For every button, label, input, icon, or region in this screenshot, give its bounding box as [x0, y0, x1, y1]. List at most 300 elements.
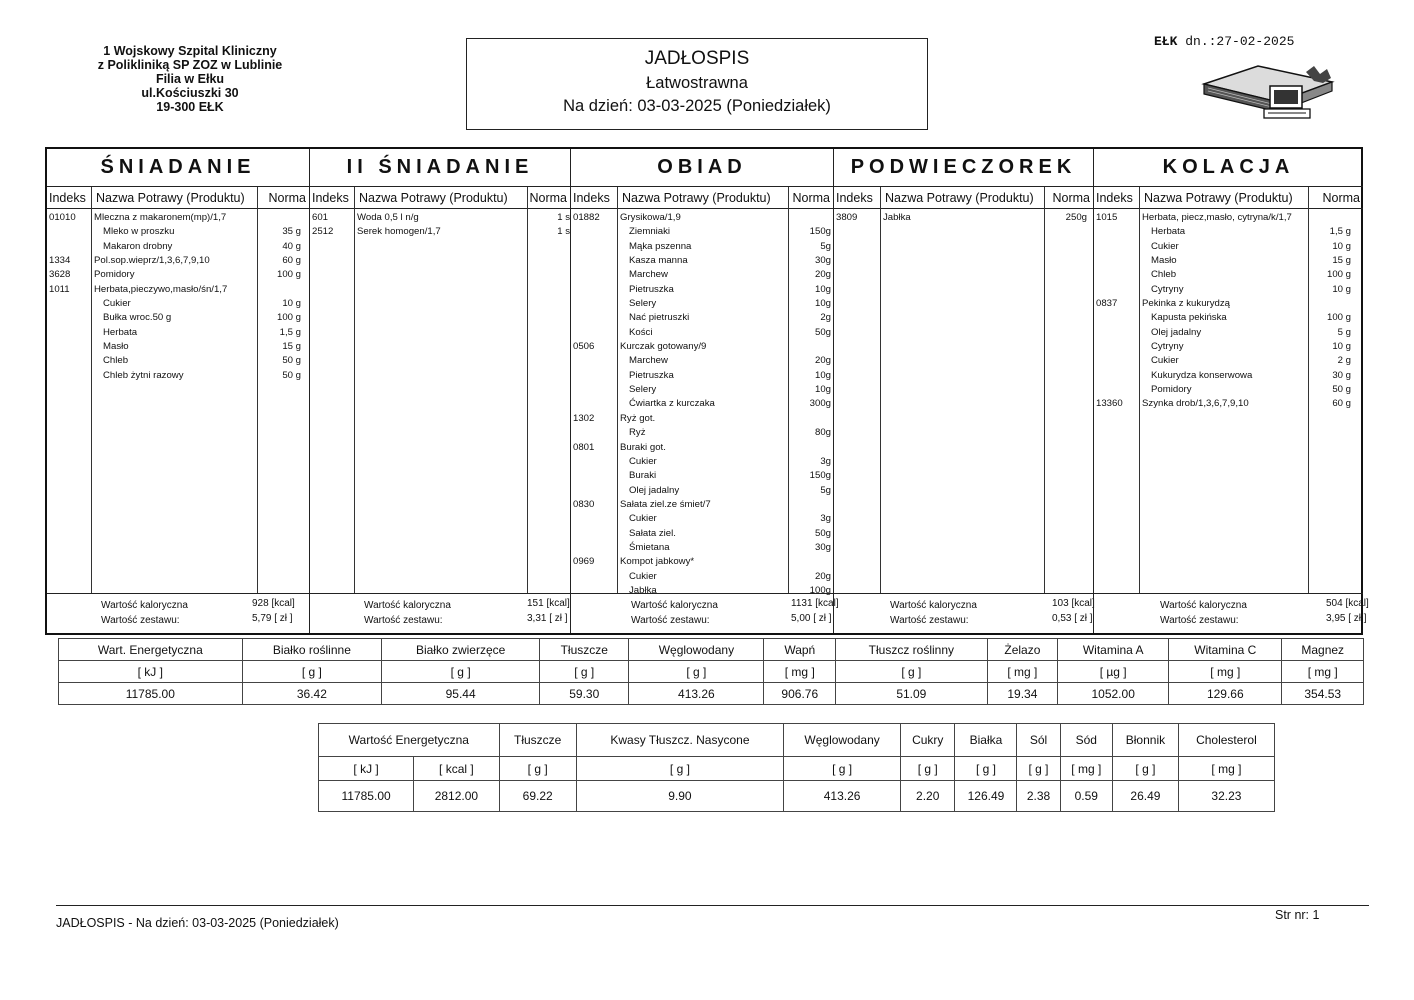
- summary-header: Węglowodany: [784, 724, 901, 757]
- nutrient-value: 59.30: [540, 683, 629, 705]
- summary-value: 32.23: [1178, 781, 1274, 812]
- product-row: [47, 211, 309, 225]
- index-divider: [354, 187, 355, 593]
- product-norm: 20g: [814, 269, 831, 281]
- product-norm: 15 g: [282, 341, 301, 353]
- product-index: 0506: [573, 341, 595, 353]
- product-row: [47, 297, 309, 311]
- product-name: Marchew: [629, 355, 668, 367]
- meal-column-afternoon-snack: [833, 149, 1093, 633]
- nutrition-summary-table: [318, 723, 1275, 812]
- name-header: Nazwa Potrawy (Produktu): [359, 191, 508, 205]
- product-norm: 60 g: [282, 255, 301, 267]
- calorie-value: 928 [kcal]: [252, 598, 295, 609]
- product-name: Jabłka: [629, 584, 657, 596]
- product-list: [310, 211, 570, 240]
- nutrient-header: Żelazo: [987, 639, 1058, 661]
- hospital-line: z Polikliniką SP ZOZ w Lublinie: [97, 58, 283, 72]
- product-name: Mąka pszenna: [629, 240, 692, 252]
- product-row: [571, 541, 833, 555]
- summary-header: Błonnik: [1113, 724, 1179, 757]
- summary-unit: [ mg ]: [1060, 757, 1113, 781]
- product-norm: 1 s: [557, 226, 570, 238]
- product-name: Kompot jabkowy*: [620, 556, 695, 568]
- product-index: 13360: [1096, 398, 1123, 410]
- product-name: Pomidory: [94, 269, 135, 281]
- product-name: Ziemniaki: [629, 226, 671, 238]
- product-row: [47, 354, 309, 368]
- product-row: [571, 484, 833, 498]
- product-row: [47, 283, 309, 297]
- calorie-label: Wartość kaloryczna: [101, 600, 188, 611]
- summary-value: 2.38: [1017, 781, 1060, 812]
- summary-header: Sól: [1017, 724, 1060, 757]
- product-row: [571, 441, 833, 455]
- summary-value: 2.20: [901, 781, 955, 812]
- product-norm: 10 g: [1332, 283, 1351, 295]
- product-index: 2512: [312, 226, 334, 238]
- summary-unit: [ g ]: [576, 757, 783, 781]
- product-name: Cukier: [629, 455, 657, 467]
- nutrient-table: [58, 638, 1364, 705]
- summary-header: Białka: [955, 724, 1017, 757]
- nutrient-value: 129.66: [1169, 683, 1282, 705]
- product-norm: 100 g: [1326, 269, 1351, 281]
- product-row: [1094, 240, 1363, 254]
- product-norm: 100 g: [276, 269, 301, 281]
- product-norm: 40 g: [282, 240, 301, 252]
- product-norm: 150g: [809, 470, 831, 482]
- product-name: Chleb żytni razowy: [103, 369, 184, 381]
- product-index: 0830: [573, 498, 595, 510]
- meal-column-second-breakfast: [309, 149, 570, 633]
- name-header: Nazwa Potrawy (Produktu): [1144, 191, 1293, 205]
- product-norm: 5g: [820, 240, 831, 252]
- product-row: [1094, 383, 1363, 397]
- product-row: [571, 326, 833, 340]
- column-header-row: [834, 187, 1093, 209]
- product-list: [47, 211, 309, 383]
- product-row: [310, 225, 570, 239]
- product-norm: 250g: [1065, 212, 1087, 223]
- calorie-value: 1131 [kcal]: [791, 598, 839, 609]
- product-name: Buraki: [629, 470, 657, 482]
- hospital-line: Filia w Ełku: [155, 72, 225, 86]
- page-number: Str nr: 1: [1275, 908, 1320, 922]
- product-row: [571, 412, 833, 426]
- cost-label: Wartość zestawu:: [631, 615, 710, 626]
- diet-name: Łatwostrawna: [646, 74, 748, 92]
- nutrient-unit: [ mg ]: [1282, 661, 1364, 683]
- summary-value: 11785.00: [319, 781, 414, 812]
- menu-date: Na dzień: 03-03-2025 (Poniedziałek): [563, 97, 831, 115]
- nutrient-header: Witamina C: [1169, 639, 1282, 661]
- summary-unit: [ mg ]: [1178, 757, 1274, 781]
- nutrient-header: Białko roślinne: [242, 639, 382, 661]
- column-header-row: [1094, 187, 1363, 209]
- product-name: Olej jadalny: [629, 484, 680, 496]
- meal-title: OBIAD: [571, 149, 833, 187]
- product-row: [47, 369, 309, 383]
- product-name: Sałata ziel.ze śmiet/7: [620, 498, 711, 510]
- product-norm: 150g: [809, 226, 831, 238]
- summary-unit: [ g ]: [901, 757, 955, 781]
- product-norm: 300g: [809, 398, 831, 410]
- product-index: 3809: [836, 212, 858, 223]
- product-norm: 5g: [820, 484, 831, 496]
- book-computer-icon: [1198, 60, 1338, 122]
- calorie-label: Wartość kaloryczna: [1160, 600, 1247, 611]
- nutrient-unit: [ kJ ]: [59, 661, 243, 683]
- nutrient-header: Witamina A: [1058, 639, 1169, 661]
- nutrient-unit: [ µg ]: [1058, 661, 1169, 683]
- index-header: Indeks: [49, 191, 86, 205]
- summary-value: 413.26: [784, 781, 901, 812]
- summary-unit: [ g ]: [955, 757, 1017, 781]
- product-name: Śmietana: [629, 541, 670, 553]
- summary-unit: [ g ]: [1017, 757, 1060, 781]
- product-name: Cukier: [103, 298, 131, 310]
- product-name: Herbata: [103, 326, 138, 338]
- product-row: [571, 240, 833, 254]
- product-row: [1094, 297, 1363, 311]
- product-norm: 15 g: [1332, 255, 1351, 267]
- product-row: [571, 383, 833, 397]
- meal-column-lunch: [570, 149, 839, 633]
- product-name: Ryż got.: [620, 412, 656, 424]
- cost-label: Wartość zestawu:: [1160, 615, 1239, 626]
- cost-label: Wartość zestawu:: [890, 615, 969, 626]
- summary-header: Kwasy Tłuszcz. Nasycone: [576, 724, 783, 757]
- meal-footer: [1094, 593, 1369, 633]
- meal-title: ŚNIADANIE: [47, 149, 309, 187]
- cost-value: 5,00 [ zł ]: [791, 613, 832, 624]
- product-index: 1302: [573, 412, 595, 424]
- product-name: Herbata, piecz,masło, cytryna/k/1,7: [1142, 212, 1292, 223]
- product-name: Cukier: [629, 570, 657, 582]
- meal-footer: [571, 593, 839, 633]
- product-row: [1094, 369, 1363, 383]
- product-name: Kurczak gotowany/9: [620, 341, 707, 353]
- product-norm: 10g: [814, 384, 831, 396]
- summary-header: Cholesterol: [1178, 724, 1274, 757]
- product-name: Sałata ziel.: [629, 527, 676, 539]
- product-row: [571, 369, 833, 383]
- product-name: Woda 0,5 l n/g: [357, 212, 419, 223]
- energy-header: Wartość Energetyczna: [319, 724, 500, 757]
- product-row: [571, 527, 833, 541]
- nutrient-header: Wapń: [764, 639, 836, 661]
- product-norm: 60 g: [1332, 398, 1351, 410]
- product-row: [834, 211, 1093, 225]
- product-name: Pietruszka: [629, 369, 674, 381]
- name-header: Nazwa Potrawy (Produktu): [885, 191, 1034, 205]
- calorie-value: 151 [kcal]: [527, 598, 570, 609]
- summary-unit: [ g ]: [784, 757, 901, 781]
- product-norm: 5 g: [1337, 326, 1351, 338]
- product-row: [571, 225, 833, 239]
- product-row: [571, 268, 833, 282]
- meal-footer: [834, 593, 1093, 633]
- issue-date: dn.:27-02-2025: [1185, 34, 1295, 49]
- nutrient-value: 354.53: [1282, 683, 1364, 705]
- product-row: [47, 268, 309, 282]
- nutrient-value: 36.42: [242, 683, 382, 705]
- product-norm: 30g: [814, 541, 831, 553]
- nutrient-value: 1052.00: [1058, 683, 1169, 705]
- product-norm: 10 g: [282, 298, 301, 310]
- cost-label: Wartość zestawu:: [101, 615, 180, 626]
- nutrient-value: 19.34: [987, 683, 1058, 705]
- product-name: Ćwiartka z kurczaka: [629, 398, 715, 410]
- product-name: Jabłka: [883, 212, 911, 223]
- product-norm: 3g: [820, 513, 831, 525]
- product-norm: 10 g: [1332, 240, 1351, 252]
- name-header: Nazwa Potrawy (Produktu): [96, 191, 245, 205]
- product-index: 0837: [1096, 298, 1118, 310]
- product-name: Buraki got.: [620, 441, 666, 453]
- issue-place: EŁK: [1154, 34, 1178, 49]
- calorie-label: Wartość kaloryczna: [890, 600, 977, 611]
- product-name: Marchew: [629, 269, 668, 281]
- product-name: Cukier: [1151, 355, 1179, 367]
- product-row: [47, 326, 309, 340]
- cost-label: Wartość zestawu:: [364, 615, 443, 626]
- product-norm: 20g: [814, 570, 831, 582]
- product-row: [47, 340, 309, 354]
- norm-header: Norma: [529, 191, 567, 205]
- index-divider: [880, 187, 881, 593]
- issue-date-line: [1154, 34, 1294, 49]
- product-row: [1094, 354, 1363, 368]
- product-name: Mleko w proszku: [103, 226, 175, 238]
- nutrient-value: 906.76: [764, 683, 836, 705]
- norm-divider: [527, 187, 528, 593]
- product-name: Selery: [629, 298, 657, 310]
- product-norm: 100g: [809, 584, 831, 596]
- nutrient-unit: [ g ]: [540, 661, 629, 683]
- product-index: 0801: [573, 441, 595, 453]
- product-name: Cukier: [1151, 240, 1179, 252]
- product-norm: 50 g: [282, 369, 301, 381]
- product-row: [1094, 211, 1363, 225]
- nutrient-value: 11785.00: [59, 683, 243, 705]
- product-name: Cytryny: [1151, 341, 1184, 353]
- product-list: [1094, 211, 1363, 412]
- summary-unit: [ g ]: [499, 757, 576, 781]
- hospital-line: 19-300 EŁK: [156, 100, 224, 114]
- product-norm: 80g: [814, 427, 831, 439]
- calorie-value: 504 [kcal]: [1326, 598, 1369, 609]
- footer-divider: [56, 905, 1369, 906]
- meal-footer: [47, 593, 309, 633]
- product-name: Szynka drob/1,3,6,7,9,10: [1142, 398, 1249, 410]
- nutrient-header: Białko zwierzęce: [382, 639, 540, 661]
- product-index: 01882: [573, 212, 600, 223]
- column-header-row: [310, 187, 570, 209]
- product-norm: 10 g: [1332, 341, 1351, 353]
- calorie-label: Wartość kaloryczna: [364, 600, 451, 611]
- product-name: Pomidory: [1151, 384, 1192, 396]
- product-index: 601: [312, 212, 329, 223]
- nutrient-header: Węglowodany: [629, 639, 764, 661]
- product-row: [47, 254, 309, 268]
- product-row: [571, 340, 833, 354]
- nutrient-value: 413.26: [629, 683, 764, 705]
- nutrient-header: Magnez: [1282, 639, 1364, 661]
- norm-header: Norma: [1322, 191, 1360, 205]
- product-index: 01010: [49, 212, 76, 223]
- product-norm: 2g: [820, 312, 831, 324]
- product-name: Chleb: [1151, 269, 1177, 281]
- nutrient-unit: [ g ]: [242, 661, 382, 683]
- product-row: [571, 397, 833, 411]
- nutrient-unit: [ g ]: [836, 661, 987, 683]
- product-name: Cukier: [629, 513, 657, 525]
- product-row: [47, 225, 309, 239]
- product-row: [47, 311, 309, 325]
- nutrient-header: Tłuszcz roślinny: [836, 639, 987, 661]
- product-name: Mleczna z makaronem(mp)/1,7: [94, 212, 227, 223]
- product-name: Masło: [1151, 255, 1177, 267]
- hospital-line: 1 Wojskowy Szpital Kliniczny: [103, 44, 277, 58]
- cost-value: 0,53 [ zł ]: [1052, 613, 1093, 624]
- product-name: Bułka wroc.50 g: [103, 312, 172, 324]
- product-row: [571, 555, 833, 569]
- product-name: Chleb: [103, 355, 129, 367]
- product-norm: 2 g: [1337, 355, 1351, 367]
- product-norm: 100 g: [276, 312, 301, 324]
- product-name: Makaron drobny: [103, 240, 173, 252]
- index-header: Indeks: [1096, 191, 1133, 205]
- product-norm: 3g: [820, 455, 831, 467]
- product-row: [571, 354, 833, 368]
- product-norm: 100 g: [1326, 312, 1351, 324]
- summary-value: 9.90: [576, 781, 783, 812]
- product-name: Kasza manna: [629, 255, 688, 267]
- summary-unit: [ kJ ]: [319, 757, 414, 781]
- product-row: [571, 498, 833, 512]
- hospital-address: [60, 44, 320, 114]
- product-norm: 35 g: [282, 226, 301, 238]
- product-name: Kości: [629, 326, 653, 338]
- nutrient-unit: [ g ]: [382, 661, 540, 683]
- product-row: [47, 240, 309, 254]
- index-header: Indeks: [312, 191, 349, 205]
- product-name: Serek homogen/1,7: [357, 226, 441, 238]
- norm-divider: [1044, 187, 1045, 593]
- product-name: Nać pietruszki: [629, 312, 690, 324]
- product-row: [310, 211, 570, 225]
- name-header: Nazwa Potrawy (Produktu): [622, 191, 771, 205]
- product-name: Pekinka z kukurydzą: [1142, 298, 1230, 310]
- product-norm: 50 g: [282, 355, 301, 367]
- product-norm: 30g: [814, 255, 831, 267]
- product-name: Herbata,pieczywo,masło/śn/1,7: [94, 283, 228, 295]
- nutrient-unit: [ mg ]: [1169, 661, 1282, 683]
- calorie-label: Wartość kaloryczna: [631, 600, 718, 611]
- product-row: [571, 469, 833, 483]
- product-name: Pietruszka: [629, 283, 674, 295]
- index-header: Indeks: [573, 191, 610, 205]
- product-norm: 10g: [814, 298, 831, 310]
- meal-title: II ŚNIADANIE: [310, 149, 570, 187]
- calorie-value: 103 [kcal]: [1052, 598, 1095, 609]
- nutrient-unit: [ mg ]: [987, 661, 1058, 683]
- summary-value: 126.49: [955, 781, 1017, 812]
- index-header: Indeks: [836, 191, 873, 205]
- page-title: JADŁOSPIS: [644, 48, 750, 69]
- nutrient-header: Wart. Energetyczna: [59, 639, 243, 661]
- product-name: Masło: [103, 341, 129, 353]
- product-name: Kapusta pekińska: [1151, 312, 1227, 324]
- summary-value: 26.49: [1113, 781, 1179, 812]
- product-norm: 10g: [814, 369, 831, 381]
- product-norm: 20g: [814, 355, 831, 367]
- product-row: [1094, 268, 1363, 282]
- summary-value: 69.22: [499, 781, 576, 812]
- product-norm: 50 g: [1332, 384, 1351, 396]
- meal-footer: [310, 593, 570, 633]
- product-row: [571, 283, 833, 297]
- summary-unit: [ g ]: [1113, 757, 1179, 781]
- product-row: [571, 512, 833, 526]
- product-row: [1094, 397, 1363, 411]
- title-box: [466, 38, 928, 130]
- summary-header: Cukry: [901, 724, 955, 757]
- product-row: [571, 311, 833, 325]
- product-norm: 1 s: [557, 212, 570, 223]
- meal-title: KOLACJA: [1094, 149, 1363, 187]
- summary-header: Sód: [1060, 724, 1113, 757]
- product-name: Kukurydza konserwowa: [1151, 369, 1253, 381]
- hospital-line: ul.Kościuszki 30: [141, 86, 239, 100]
- product-name: Pol.sop.wieprz/1,3,6,7,9,10: [94, 255, 210, 267]
- product-norm: 30 g: [1332, 369, 1351, 381]
- product-norm: 1,5 g: [279, 326, 301, 338]
- nutrient-header: Tłuszcze: [540, 639, 629, 661]
- meal-column-breakfast: [47, 149, 309, 633]
- product-norm: 50g: [814, 527, 831, 539]
- product-row: [1094, 340, 1363, 354]
- product-row: [1094, 326, 1363, 340]
- product-row: [571, 455, 833, 469]
- product-row: [571, 254, 833, 268]
- cost-value: 3,31 [ zł ]: [527, 613, 568, 624]
- summary-value: 2812.00: [414, 781, 499, 812]
- product-row: [571, 211, 833, 225]
- footer-title: JADŁOSPIS - Na dzień: 03-03-2025 (Poniedziałek): [56, 916, 339, 930]
- product-row: [1094, 283, 1363, 297]
- cost-value: 5,79 [ zł ]: [252, 613, 293, 624]
- meal-title: PODWIECZOREK: [834, 149, 1093, 187]
- cost-value: 3,95 [ zł ]: [1326, 613, 1367, 624]
- product-row: [571, 426, 833, 440]
- norm-header: Norma: [268, 191, 306, 205]
- norm-header: Norma: [1052, 191, 1090, 205]
- product-row: [1094, 254, 1363, 268]
- product-index: 0969: [573, 556, 595, 568]
- nutrient-value: 95.44: [382, 683, 540, 705]
- product-list: [571, 211, 833, 598]
- summary-unit: [ kcal ]: [414, 757, 499, 781]
- column-header-row: [571, 187, 833, 209]
- column-header-row: [47, 187, 309, 209]
- meal-column-supper: [1093, 149, 1369, 633]
- product-norm: 10g: [814, 283, 831, 295]
- product-name: Grysikowa/1,9: [620, 212, 681, 223]
- product-row: [1094, 311, 1363, 325]
